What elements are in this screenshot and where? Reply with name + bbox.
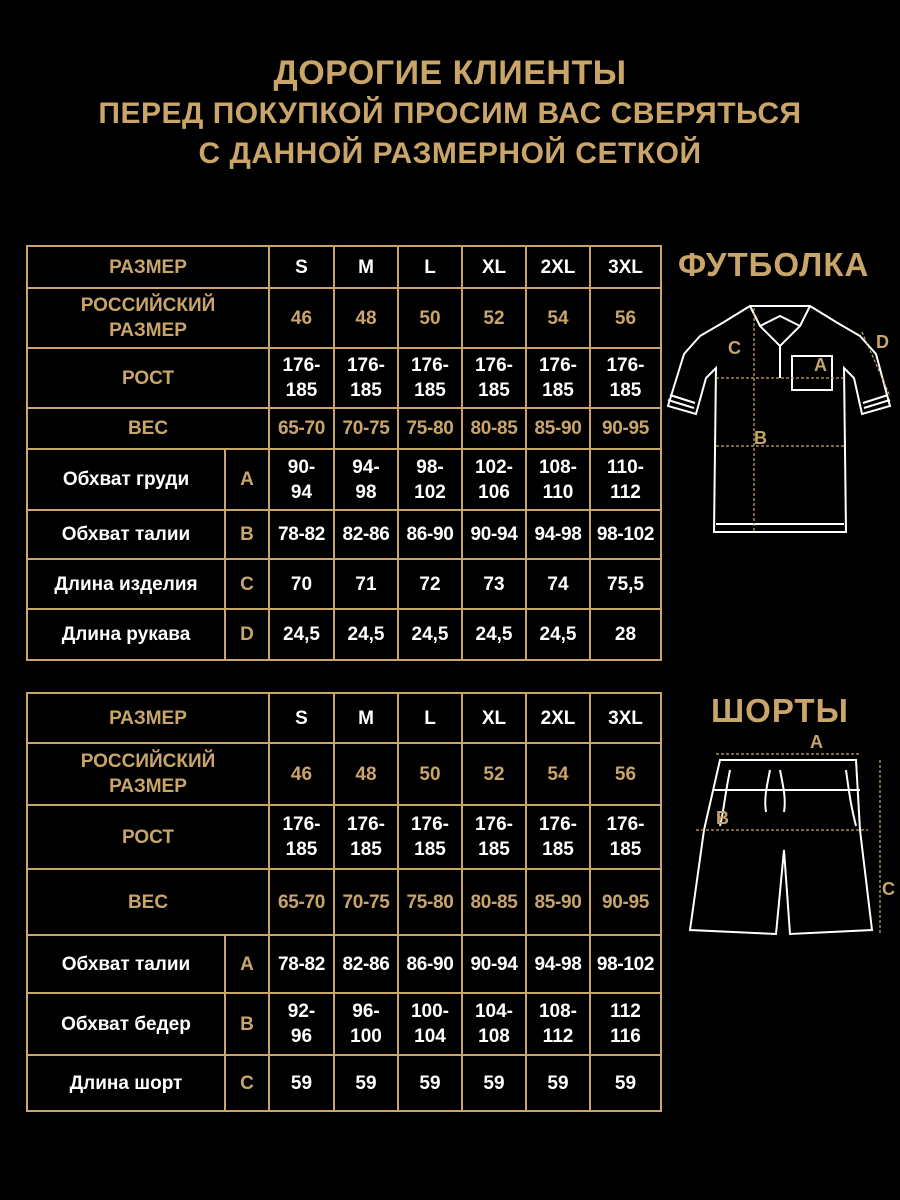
height-top: 176- — [346, 814, 386, 835]
ru-size-cell: 54 — [526, 743, 590, 805]
tshirt-title: ФУТБОЛКА — [678, 246, 870, 283]
measure-bottom: 102 — [414, 481, 446, 503]
height-top: 176- — [474, 814, 514, 835]
measure-bottom: 94 — [290, 481, 313, 503]
weight-cell: 85-90 — [526, 408, 590, 449]
height-cell — [590, 348, 661, 408]
measure-cell — [334, 449, 398, 510]
measure-cell: 59 — [269, 1055, 334, 1111]
ru-size-cell: 48 — [334, 288, 398, 348]
height-cell — [526, 805, 590, 869]
height-top: 176- — [538, 355, 578, 376]
measure-top: 110- — [607, 456, 644, 478]
measure-cell — [526, 993, 590, 1055]
diagram-label-a: A — [810, 732, 823, 752]
measure-cell: 59 — [462, 1055, 526, 1111]
diagram-label-b: B — [716, 808, 729, 828]
ru-size-label-line-1: РОССИЙСКИЙ — [80, 751, 216, 772]
measure-bottom: 108 — [478, 1026, 510, 1047]
size-cell: M — [334, 246, 398, 288]
measure-letter-cell: C — [225, 559, 269, 609]
tshirt-outline — [668, 306, 890, 532]
weight-cell: 65-70 — [269, 408, 334, 449]
measure-cell: 24,5 — [398, 609, 462, 660]
measure-cell — [334, 993, 398, 1055]
measure-label-cell: Обхват бедер — [27, 993, 225, 1055]
height-bottom: 185 — [414, 380, 446, 401]
height-cell — [526, 348, 590, 408]
weight-label-cell: ВЕС — [27, 869, 269, 935]
height-top: 176- — [410, 814, 450, 835]
measure-top: 100- — [410, 1001, 450, 1022]
measure-letter-cell: A — [225, 449, 269, 510]
measure-top: 104- — [474, 1001, 514, 1022]
measure-bottom: 116 — [610, 1026, 641, 1047]
weight-cell: 70-75 — [334, 869, 398, 935]
measure-cell: 24,5 — [526, 609, 590, 660]
table-row — [27, 935, 661, 993]
measure-cell: 78-82 — [269, 510, 334, 559]
size-cell: L — [398, 246, 462, 288]
height-top: 176- — [606, 355, 645, 376]
size-cell: 3XL — [590, 693, 661, 743]
measure-top: 90- — [287, 456, 316, 478]
diagram-label-b: B — [754, 428, 767, 448]
table-row — [27, 609, 661, 660]
measure-cell — [398, 993, 462, 1055]
shorts-outline — [690, 760, 872, 934]
table-row — [27, 869, 661, 935]
measure-cell: 82-86 — [334, 935, 398, 993]
measure-cell — [398, 449, 462, 510]
table-row — [27, 743, 661, 805]
height-bottom: 185 — [350, 380, 382, 401]
table-row — [27, 408, 661, 449]
table-row — [27, 246, 661, 288]
height-cell — [398, 805, 462, 869]
weight-cell: 75-80 — [398, 869, 462, 935]
measure-cell: 86-90 — [398, 935, 462, 993]
measure-letter-cell: D — [225, 609, 269, 660]
measure-cell: 70 — [269, 559, 334, 609]
ru-size-cell: 46 — [269, 743, 334, 805]
table-row — [27, 510, 661, 559]
measure-cell — [590, 449, 661, 510]
measure-top: 98- — [416, 456, 444, 478]
ru-size-cell: 56 — [590, 743, 661, 805]
height-cell — [269, 805, 334, 869]
height-bottom: 185 — [478, 380, 510, 401]
measure-cell: 72 — [398, 559, 462, 609]
height-bottom: 185 — [478, 839, 510, 860]
measure-cell — [462, 449, 526, 510]
height-cell — [334, 348, 398, 408]
size-cell: S — [269, 693, 334, 743]
height-top: 176- — [282, 355, 321, 376]
height-cell — [398, 348, 462, 408]
table-row — [27, 993, 661, 1055]
measure-cell: 24,5 — [334, 609, 398, 660]
height-bottom: 185 — [350, 839, 382, 860]
measure-bottom: 98 — [355, 481, 377, 503]
height-cell — [462, 348, 526, 408]
measure-top: 102- — [474, 456, 514, 478]
measure-cell — [269, 449, 334, 510]
height-bottom: 185 — [285, 839, 318, 860]
header-line-2: ПЕРЕД ПОКУПКОЙ ПРОСИМ ВАС СВЕРЯТЬСЯ — [98, 97, 802, 130]
height-cell — [590, 805, 661, 869]
weight-cell: 85-90 — [526, 869, 590, 935]
measure-cell — [462, 993, 526, 1055]
weight-cell: 90-95 — [590, 408, 661, 449]
measure-cell: 75,5 — [590, 559, 661, 609]
height-top: 176- — [606, 814, 645, 835]
diagram-label-c: C — [728, 338, 741, 358]
height-top: 176- — [538, 814, 578, 835]
ru-size-cell: 48 — [334, 743, 398, 805]
tshirt-diagram — [664, 296, 896, 546]
size-cell: 3XL — [590, 246, 661, 288]
height-top: 176- — [346, 355, 386, 376]
measure-bottom: 110 — [542, 481, 574, 503]
tshirt-size-table — [26, 245, 662, 661]
measure-top: 112 — [610, 1001, 641, 1022]
diagram-label-a: A — [814, 355, 827, 375]
measure-bottom: 112 — [610, 481, 641, 503]
table-row — [27, 693, 661, 743]
measure-cell: 28 — [590, 609, 661, 660]
height-top: 176- — [474, 355, 514, 376]
shorts-diagram — [680, 730, 898, 960]
measure-cell: 82-86 — [334, 510, 398, 559]
weight-cell: 70-75 — [334, 408, 398, 449]
height-bottom: 185 — [542, 380, 574, 401]
height-label-cell: РОСТ — [27, 348, 269, 408]
measure-cell: 59 — [334, 1055, 398, 1111]
measure-cell: 24,5 — [462, 609, 526, 660]
ru-size-cell: 50 — [398, 743, 462, 805]
height-label-cell: РОСТ — [27, 805, 269, 869]
height-cell — [334, 805, 398, 869]
size-cell: XL — [462, 693, 526, 743]
measure-letter-cell: B — [225, 510, 269, 559]
diagram-label-c: C — [882, 879, 895, 899]
measure-bottom: 106 — [478, 481, 510, 503]
size-cell: M — [334, 693, 398, 743]
table-row — [27, 348, 661, 408]
height-cell — [269, 348, 334, 408]
size-cell: L — [398, 693, 462, 743]
measure-top: 96- — [352, 1001, 380, 1022]
measure-cell: 94-98 — [526, 935, 590, 993]
measure-top: 108- — [538, 1001, 578, 1022]
height-bottom: 185 — [414, 839, 446, 860]
measure-cell: 59 — [590, 1055, 661, 1111]
ru-size-cell: 50 — [398, 288, 462, 348]
height-bottom: 185 — [542, 839, 574, 860]
size-cell: S — [269, 246, 334, 288]
measure-cell — [269, 993, 334, 1055]
height-top: 176- — [282, 814, 321, 835]
weight-cell: 65-70 — [269, 869, 334, 935]
header-line-3: С ДАННОЙ РАЗМЕРНОЙ СЕТКОЙ — [198, 137, 702, 170]
height-cell — [462, 805, 526, 869]
tshirt-collar — [750, 306, 810, 346]
measure-letter-cell: B — [225, 993, 269, 1055]
measure-top: 94- — [352, 456, 380, 478]
measure-label-cell: Обхват груди — [27, 449, 225, 510]
measure-cell: 98-102 — [590, 935, 661, 993]
measure-cell: 98-102 — [590, 510, 661, 559]
weight-cell: 80-85 — [462, 869, 526, 935]
ru-size-label-line-2: РАЗМЕР — [109, 320, 187, 341]
measure-cell: 78-82 — [269, 935, 334, 993]
measure-cell: 71 — [334, 559, 398, 609]
ru-size-label-line-2: РАЗМЕР — [109, 776, 187, 797]
measure-cell: 74 — [526, 559, 590, 609]
height-bottom: 185 — [609, 839, 642, 860]
table-row — [27, 805, 661, 869]
measure-cell: 94-98 — [526, 510, 590, 559]
table-row — [27, 288, 661, 348]
ru-size-cell: 54 — [526, 288, 590, 348]
measure-cell: 90-94 — [462, 510, 526, 559]
height-bottom: 185 — [285, 380, 318, 401]
ru-size-cell: 46 — [269, 288, 334, 348]
size-header-cell: РАЗМЕР — [27, 693, 269, 743]
size-cell: 2XL — [526, 693, 590, 743]
measure-label-cell: Длина шорт — [27, 1055, 225, 1111]
measure-label-cell: Обхват талии — [27, 935, 225, 993]
measure-cell: 24,5 — [269, 609, 334, 660]
measure-cell: 59 — [526, 1055, 590, 1111]
measure-cell: 86-90 — [398, 510, 462, 559]
size-cell: XL — [462, 246, 526, 288]
measure-cell: 59 — [398, 1055, 462, 1111]
ru-size-label-cell — [27, 743, 269, 805]
measure-top: 108- — [538, 456, 578, 478]
weight-label-cell: ВЕС — [27, 408, 269, 449]
weight-cell: 75-80 — [398, 408, 462, 449]
header-line-1: ДОРОГИЕ КЛИЕНТЫ — [273, 54, 627, 92]
measure-label-cell: Обхват талии — [27, 510, 225, 559]
table-row — [27, 1055, 661, 1111]
ru-size-label-cell — [27, 288, 269, 348]
measure-bottom: 96 — [290, 1026, 313, 1047]
measure-cell — [526, 449, 590, 510]
table-row — [27, 559, 661, 609]
table-row — [27, 449, 661, 510]
ru-size-cell: 52 — [462, 288, 526, 348]
measure-label-cell: Длина рукава — [27, 609, 225, 660]
weight-cell: 80-85 — [462, 408, 526, 449]
measure-letter-cell: A — [225, 935, 269, 993]
height-top: 176- — [410, 355, 450, 376]
measure-cell: 73 — [462, 559, 526, 609]
measure-bottom: 100 — [350, 1026, 382, 1047]
measure-cell — [590, 993, 661, 1055]
shorts-title: ШОРТЫ — [711, 692, 849, 729]
page-header — [0, 52, 900, 174]
size-cell: 2XL — [526, 246, 590, 288]
measure-bottom: 104 — [414, 1026, 446, 1047]
ru-size-cell: 56 — [590, 288, 661, 348]
ru-size-cell: 52 — [462, 743, 526, 805]
measure-cell: 90-94 — [462, 935, 526, 993]
height-bottom: 185 — [609, 380, 642, 401]
measure-top: 92- — [287, 1001, 316, 1022]
measure-bottom: 112 — [542, 1026, 574, 1047]
weight-cell: 90-95 — [590, 869, 661, 935]
diagram-label-d: D — [876, 332, 889, 352]
size-header-cell: РАЗМЕР — [27, 246, 269, 288]
shorts-size-table — [26, 692, 662, 1112]
measure-letter-cell: C — [225, 1055, 269, 1111]
measure-label-cell: Длина изделия — [27, 559, 225, 609]
ru-size-label-line-1: РОССИЙСКИЙ — [80, 295, 216, 316]
